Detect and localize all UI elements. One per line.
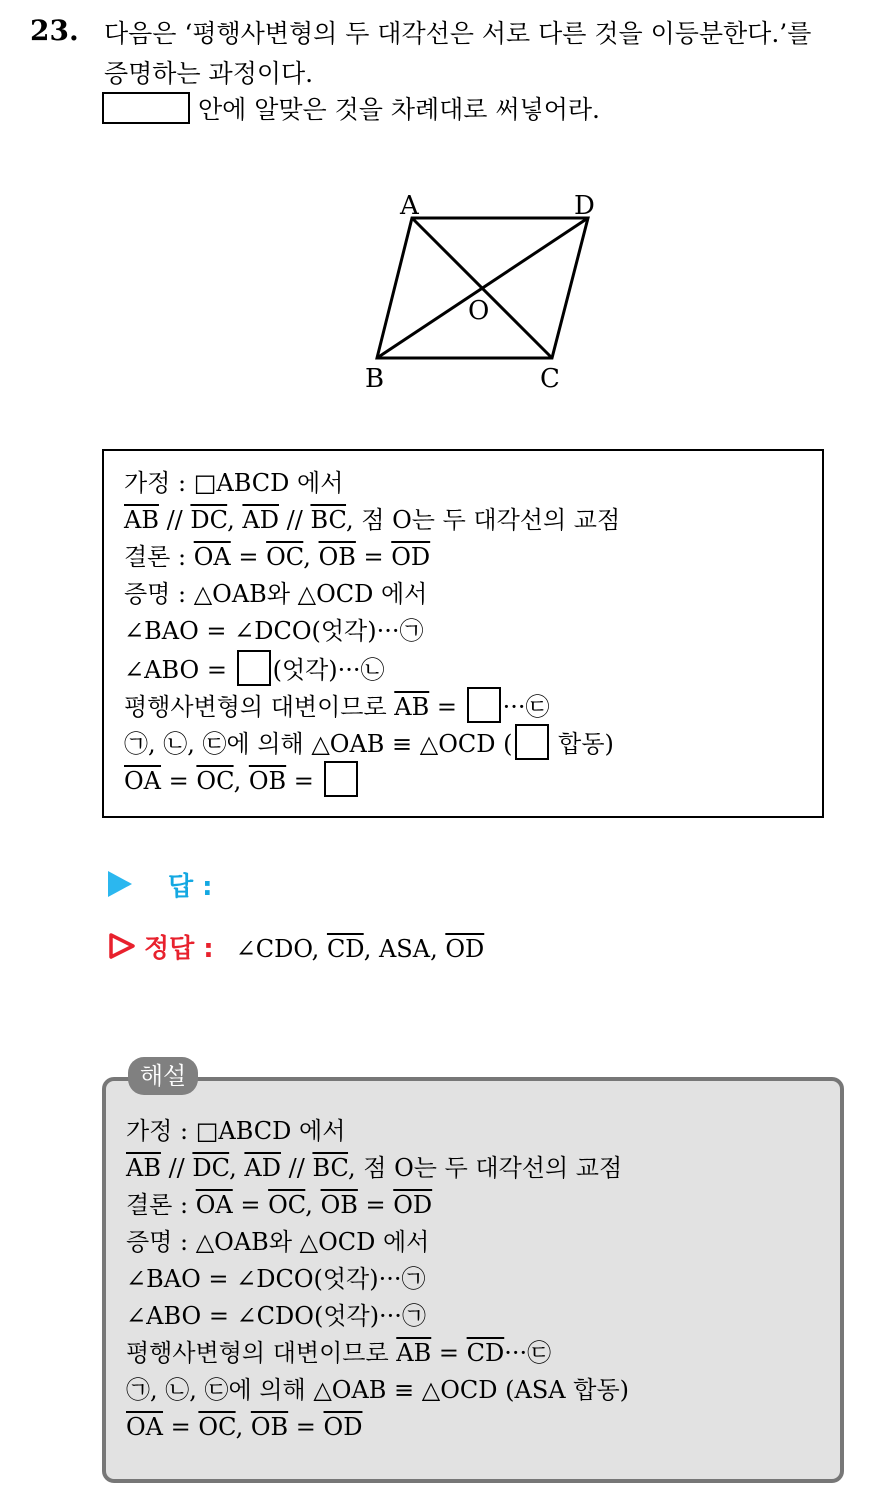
question-text-line3 <box>102 90 600 126</box>
proof-line-proof-start: 증명 : △OAB와 △OCD 에서 <box>124 580 428 608</box>
solution-line-assumption: 가정 : □ABCD 에서 <box>126 1117 346 1145</box>
correct-answer-label: 정답 : <box>144 934 214 964</box>
blank-2 <box>467 687 501 723</box>
question-text-line2: 증명하는 과정이다. <box>104 59 314 88</box>
answer-row <box>108 866 213 903</box>
blank-1 <box>237 650 271 686</box>
solution-line-angle1: ∠BAO = ∠DCO(엇각)···㉠ <box>126 1265 426 1293</box>
solution-line-angle2: ∠ABO = ∠CDO(엇각)···㉠ <box>126 1302 426 1330</box>
answer-label: 답 : <box>168 872 213 902</box>
proof-line-angle1: ∠BAO = ∠DCO(엇각)···㉠ <box>124 617 424 645</box>
vertex-label-c: C <box>540 364 560 394</box>
proof-line-conclusion: 결론 : $\overline{OA} = \overline{OC}$, $\overline{OB} = \overline{OD}$ <box>124 543 431 571</box>
solution-tag: 해설 <box>128 1057 198 1095</box>
vertex-label-b: B <box>365 364 385 394</box>
solution-line-result: $\overline{OA} = \overline{OC}$, $\overline{OB} = \overline{OD}$ <box>126 1413 363 1441</box>
solution-line-sides: 평행사변형의 대변이므로 $\overline{AB}$ = $\overline{CD}\cdot\cdot\cdot㉢$ <box>126 1339 552 1367</box>
proof-box <box>102 449 824 818</box>
parallelogram-figure <box>340 180 620 395</box>
proof-line-conditions: $\overline{AB} // \overline{DC}$, $\overline{AD} // \overline{BC}$, 점 O는 두 대각선의 교점 <box>124 506 621 534</box>
correct-answer-row <box>108 928 484 965</box>
question-instruction: 안에 알맞은 것을 차례대로 써넣어라. <box>197 95 600 124</box>
proof-line-sides: 평행사변형의 대변이므로 $\overline{AB}$ = ···㉢ <box>124 687 620 724</box>
solution-line-conditions: $\overline{AB} // \overline{DC}$, $\overline{AD} // \overline{BC}$, 점 O는 두 대각선의 교점 <box>126 1154 623 1182</box>
proof-line-congruence: ㉠, ㉡, ㉢에 의해 △OAB ≡ △OCD ( 합동) <box>124 724 620 761</box>
blank-4 <box>324 761 358 797</box>
vertex-label-d: D <box>574 191 595 221</box>
solution-line-proof-start: 증명 : △OAB와 △OCD 에서 <box>126 1228 430 1256</box>
play-arrow-icon <box>108 871 132 897</box>
proof-line-angle2: ∠ABO = (엇각)···㉡ <box>124 650 620 687</box>
proof-line-result: $\overline{OA} = \overline{OC}$, $\overline{OB}$ = <box>124 761 620 798</box>
proof-line-assumption: 가정 : □ABCD 에서 <box>124 469 344 497</box>
vertex-label-o: O <box>468 296 490 326</box>
answer-blank-box <box>102 92 190 124</box>
question-number: 23. <box>30 14 79 47</box>
solution-box <box>102 1077 844 1483</box>
blank-3 <box>515 724 549 760</box>
solution-line-conclusion: 결론 : $\overline{OA} = \overline{OC}$, $\overline{OB} = \overline{OD}$ <box>126 1191 433 1219</box>
solution-line-congruence: ㉠, ㉡, ㉢에 의해 △OAB ≡ △OCD (ASA 합동) <box>126 1376 629 1404</box>
correct-answer-values: ∠CDO, $\overline{CD}$, ASA, $\overline{OD}$ <box>235 935 485 963</box>
vertex-label-a: A <box>400 191 419 221</box>
outline-arrow-icon <box>108 932 136 960</box>
question-text-line1: 다음은 ‘평행사변형의 두 대각선은 서로 다른 것을 이등분한다.’를 <box>104 19 812 48</box>
